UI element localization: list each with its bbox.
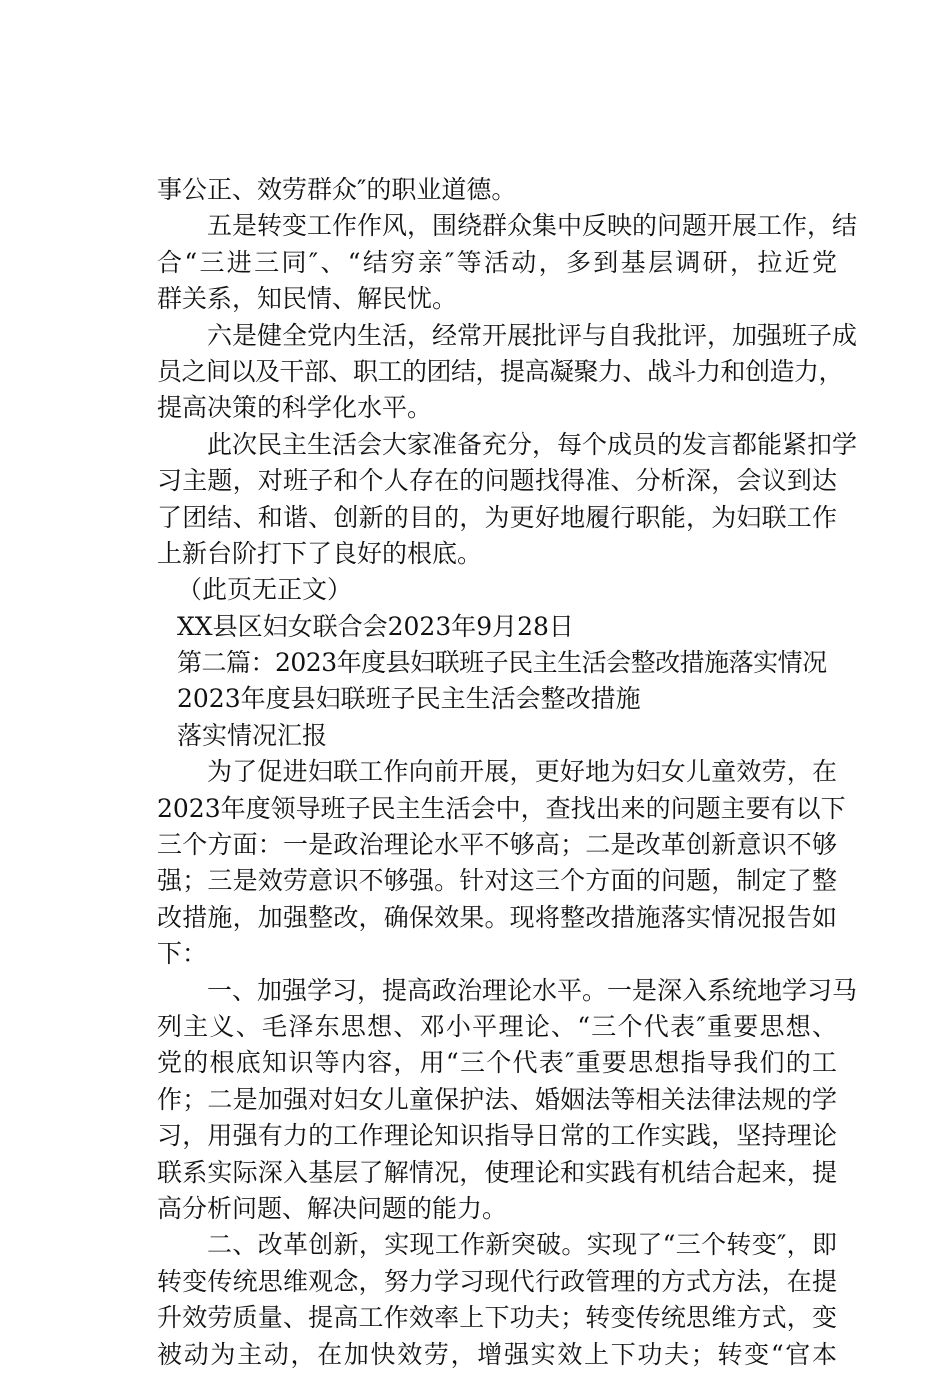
text-line: 作；二是加强对妇女儿童保护法、婚姻法等相关法律法规的学	[157, 1084, 837, 1114]
text-line: 被动为主动，在加快效劳，增强实效上下功夫；转变“官本	[157, 1339, 837, 1369]
text-line: 了团结、和谐、创新的目的，为更好地履行职能，为妇联工作	[157, 502, 837, 532]
text-line: 转变传统思维观念，努力学习现代行政管理的方式方法，在提	[157, 1266, 837, 1296]
paragraph-start-line: 二、改革创新，实现工作新突破。实现了“三个转变″，即	[207, 1230, 837, 1260]
paragraph-start-line: 为了促进妇联工作向前开展，更好地为妇女儿童效劳，在	[207, 757, 837, 787]
paragraph-start-line: 六是健全党内生活，经常开展批评与自我批评，加强班子成	[207, 320, 858, 350]
text-line: 员之间以及干部、职工的团结，提高凝聚力、战斗力和创造力，	[157, 356, 844, 386]
report-title: 2023年度县妇联班子民主生活会整改措施	[177, 684, 641, 714]
text-line: 习，用强有力的工作理论知识指导日常的工作实践，坚持理论	[157, 1121, 837, 1151]
text-line: 党的根底知识等内容，用“三个代表″重要思想指导我们的工	[157, 1048, 837, 1078]
text-line: 2023年度领导班子民主生活会中，查找出来的问题主要有以下	[157, 793, 846, 823]
text-line: 提高决策的科学化水平。	[157, 393, 433, 423]
paragraph-start-line: 一、加强学习，提高政治理论水平。一是深入系统地学习马	[207, 975, 858, 1005]
text-line: 下：	[157, 939, 208, 969]
text-line: 升效劳质量、提高工作效率上下功夫；转变传统思维方式，变	[157, 1303, 837, 1333]
paragraph-start-line: 此次民主生活会大家准备充分，每个成员的发言都能紧扣学	[207, 429, 858, 459]
text-line: 群关系，知民情、解民忧。	[157, 284, 458, 314]
section-title: 第二篇：2023年度县妇联班子民主生活会整改措施落实情况	[177, 648, 827, 678]
text-line: 强；三是效劳意识不够强。针对这三个方面的问题，制定了整	[157, 866, 837, 896]
report-title-continued: 落实情况汇报	[177, 720, 328, 750]
text-line: 合“三进三同″、“结穷亲″等活动，多到基层调研，拉近党	[157, 247, 837, 277]
text-line: 高分析问题、解决问题的能力。	[157, 1193, 508, 1223]
text-line: 事公正、效劳群众″的职业道德。	[157, 175, 517, 204]
text-line: 三个方面：一是政治理论水平不够高；二是改革创新意识不够	[157, 830, 837, 860]
paragraph-start-line: 五是转变工作作风，围绕群众集中反映的问题开展工作，结	[207, 211, 858, 241]
text-line: 联系实际深入基层了解情况，使理论和实践有机结合起来，提	[157, 1157, 837, 1187]
text-line: 改措施，加强整改，确保效果。现将整改措施落实情况报告如	[157, 902, 837, 932]
text-line: 上新台阶打下了良好的根底。	[157, 538, 483, 568]
text-line: 列主义、毛泽东思想、邓小平理论、“三个代表″重要思想、	[157, 1011, 837, 1041]
text-line: 习主题，对班子和个人存在的问题找得准、分析深，会议到达	[157, 466, 837, 496]
signature-date-line: XX县区妇女联合会2023年9月28日	[177, 611, 574, 641]
no-content-note: （此页无正文）	[177, 575, 353, 605]
document-body	[157, 172, 858, 1373]
